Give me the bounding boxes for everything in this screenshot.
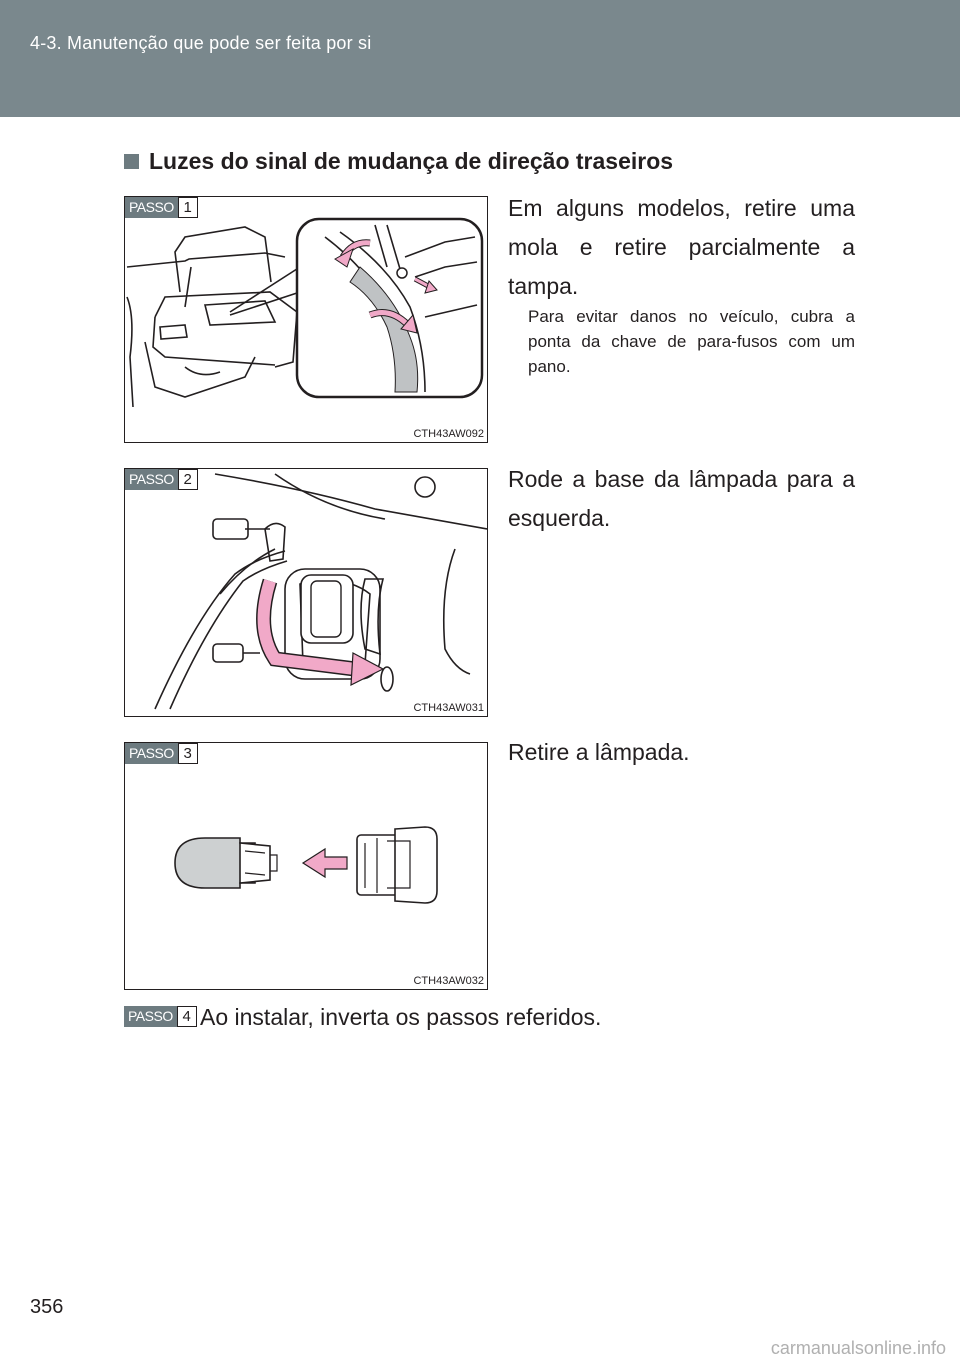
figure-step-2 bbox=[124, 468, 488, 717]
bulb-base-illustration bbox=[125, 469, 487, 716]
figure-step-3 bbox=[124, 742, 488, 990]
car-trunk-illustration bbox=[125, 197, 487, 442]
watermark: carmanualsonline.info bbox=[770, 1338, 946, 1358]
heading-text: Luzes do sinal de mudança de direção traseiros bbox=[149, 148, 674, 174]
figure-code: CTH43AW032 bbox=[413, 975, 484, 987]
step-badge-4: PASSO 4 bbox=[124, 1006, 197, 1027]
step-badge-1: PASSO 1 bbox=[125, 197, 198, 218]
page-number: 356 bbox=[30, 1296, 64, 1318]
step-1-note: Para evitar danos no veículo, cubra a ponta da chave de para-fusos com um pano. bbox=[528, 307, 855, 376]
step-badge-2: PASSO 2 bbox=[125, 469, 198, 490]
figure-code: CTH43AW092 bbox=[413, 428, 484, 440]
step-3-text: Retire a lâmpada. bbox=[508, 739, 690, 765]
step-badge-3: PASSO 3 bbox=[125, 743, 198, 764]
step-1-text: Em alguns modelos, retire uma mola e retire parcialmente a tampa. bbox=[508, 195, 855, 299]
page-header bbox=[0, 0, 960, 117]
section-heading bbox=[124, 148, 673, 175]
square-bullet-icon bbox=[124, 154, 139, 169]
bulb-removal-illustration bbox=[125, 743, 487, 989]
step-2-text: Rode a base da lâmpada para a esquerda. bbox=[508, 466, 855, 531]
figure-code: CTH43AW031 bbox=[413, 702, 484, 714]
section-title: 4-3. Manutenção que pode ser feita por si bbox=[30, 33, 372, 53]
step-4-text: Ao instalar, inverta os passos referidos. bbox=[200, 1004, 602, 1030]
figure-step-1 bbox=[124, 196, 488, 443]
